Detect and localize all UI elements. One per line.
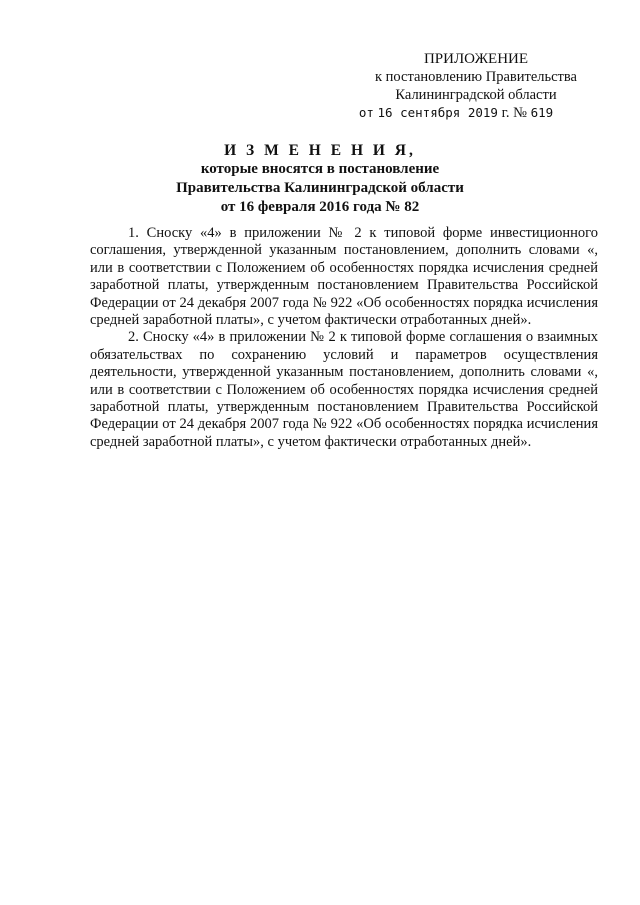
date-value: 16 сентября 2019	[377, 105, 498, 120]
date-prefix: от	[358, 105, 374, 120]
appendix-header	[356, 50, 596, 122]
document-body	[90, 225, 598, 451]
paragraph-1: 1. Сноску «4» в приложении № 2 к типовой форме инвестиционного соглашения, утвержденной указанным постановлением, дополнить словами «, или в соответствии с Положением об особенностях порядка исчисления средней заработной платы, утвержденным постановлением Правительства Российской Федерации от 24 декабря 2007 года № 922 «Об особенностях порядка исчисления средней заработной платы», с учетом фактически отработанных дней».	[90, 225, 598, 329]
appendix-line-1: к постановлению Правительства	[375, 69, 577, 85]
year-suffix: г. №	[501, 105, 527, 121]
title-heading: И З М Е Н Е Н И Я,	[224, 142, 416, 159]
title-line-3: от 16 февраля 2016 года № 82	[220, 199, 420, 215]
title-line-1: которые вносятся в постановление	[200, 161, 440, 177]
document-number: 619	[530, 105, 554, 120]
appendix-line-2: Калининградской области	[395, 87, 557, 103]
appendix-heading: ПРИЛОЖЕНИЕ	[423, 51, 529, 67]
appendix-date-line	[316, 104, 596, 122]
title-line-2: Правительства Калининградской области	[176, 180, 464, 196]
document-title	[0, 141, 640, 217]
paragraph-2: 2. Сноску «4» в приложении № 2 к типовой форме соглашения о взаимных обязательствах по сохранению условий и параметров осуществления деятельности, утвержденной указанным постановлением, дополнить словами «, или в соответствии с Положением об особенностях порядка исчисления средней заработной платы, утвержденным постановлением Правительства Российской Федерации от 24 декабря 2007 года № 922 «Об особенностях порядка исчисления средней заработной платы», с учетом фактически отработанных дней».	[90, 329, 598, 450]
